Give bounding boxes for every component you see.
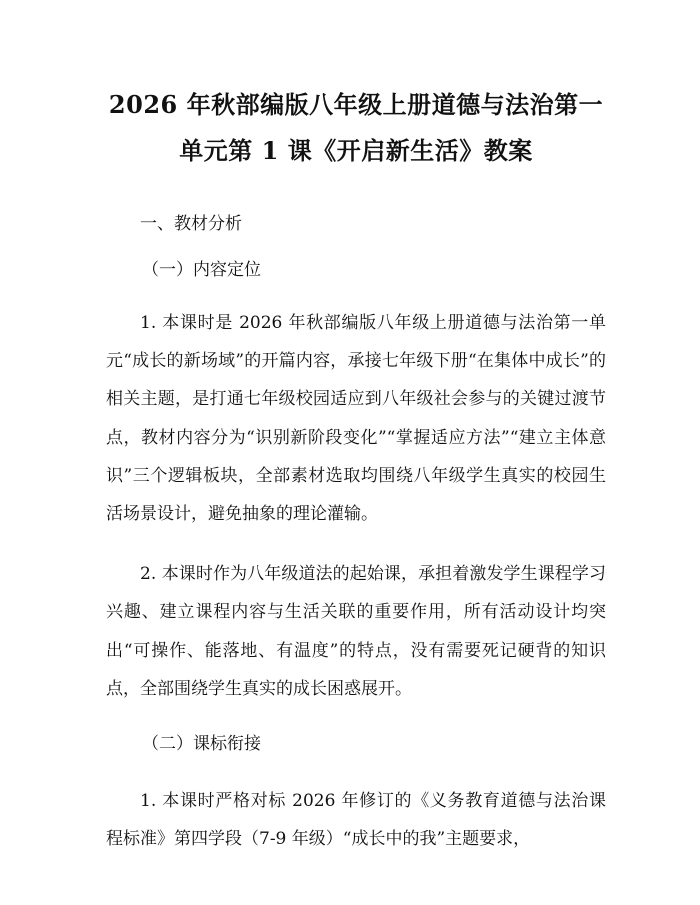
title-line-2: 单元第 1 课《开启新生活》教案 [179,136,533,165]
document-title [106,0,606,174]
section-heading-textbook-analysis: 一、教材分析 [140,214,242,234]
title-line-1: 2026 年秋部编版八年级上册道德与法治第一 [108,90,604,119]
subsection-heading-content-positioning: （一）内容定位 [142,260,261,280]
paragraph-content-positioning-2: 2. 本课时作为八年级道法的起始课，承担着激发学生课程学习兴趣、建立课程内容与生活关联的重要作用，所有活动设计均突出“可操作、能落地、有温度”的特点，没有需要死记硬背的知识点，全部围绕学生真实的成长困惑展开。 [106,564,606,699]
paragraph-content-positioning-1: 1. 本课时是 2026 年秋部编版八年级上册道德与法治第一单元“成长的新场域”的开篇内容，承接七年级下册“在集体中成长”的相关主题，是打通七年级校园适应到八年级社会参与的关键过渡节点，教材内容分为“识别新阶段变化”“掌握适应方法”“建立主体意识”三个逻辑板块，全部素材选取均围绕八年级学生真实的校园生活场景设计，避免抽象的理论灌输。 [106,313,606,525]
paragraph-curriculum-alignment-1: 1. 本课时严格对标 2026 年修订的《义务教育道德与法治课程标准》第四学段（7-9 年级）“成长中的我”主题要求， [106,791,606,850]
subsection-heading-curriculum-alignment: （二）课标衔接 [142,734,261,755]
